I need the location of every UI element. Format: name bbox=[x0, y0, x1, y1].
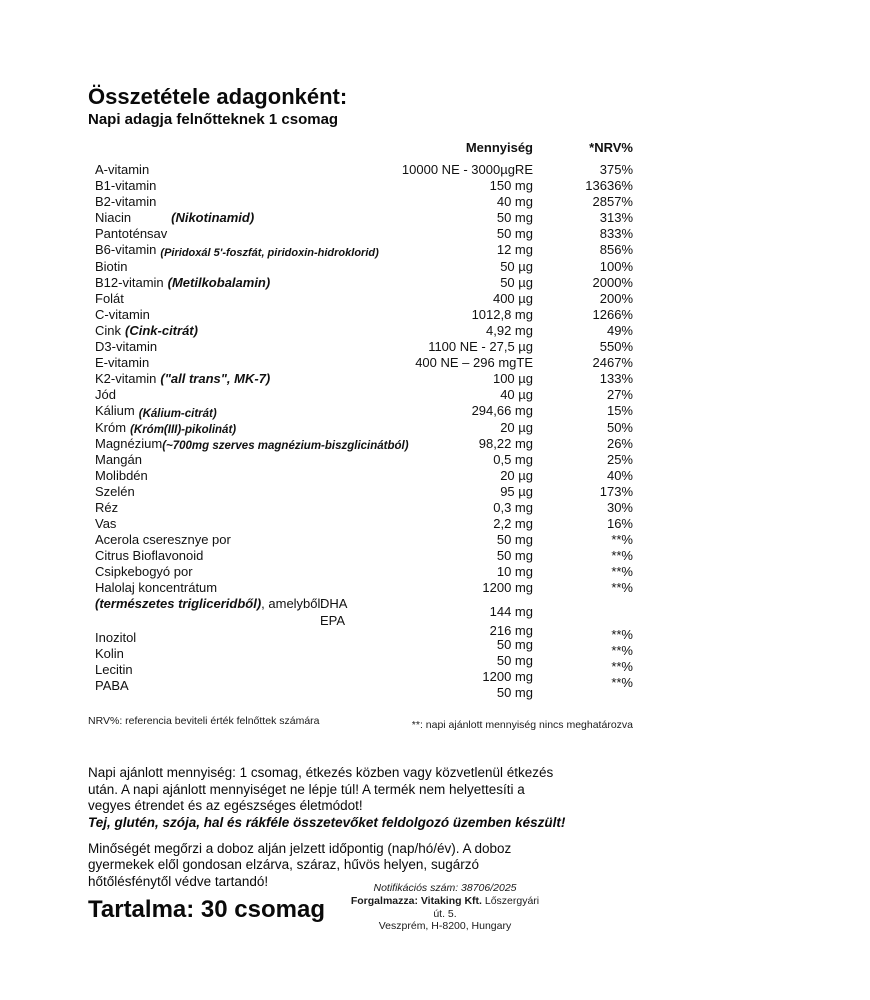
amount-value: 50 mg bbox=[496, 210, 533, 226]
ingredient-detail: ("all trans", MK-7) bbox=[160, 371, 271, 387]
ingredient-name: K2-vitamin bbox=[95, 371, 157, 387]
ingredient-cell bbox=[88, 548, 383, 564]
nrv-value: 27% bbox=[606, 387, 633, 403]
nrv-value: 375% bbox=[599, 162, 633, 177]
ingredient-cell bbox=[88, 435, 409, 452]
ingredient-name: Jód bbox=[95, 387, 116, 403]
nrv-value: **% bbox=[611, 580, 633, 596]
ingredient-cell bbox=[88, 210, 383, 226]
ingredient-cell bbox=[88, 580, 383, 596]
ingredient-name: Króm bbox=[95, 419, 127, 435]
ingredient-name: B6-vitamin bbox=[95, 242, 157, 258]
column-header-amount: Mennyiség bbox=[465, 140, 533, 155]
table-row bbox=[88, 226, 633, 242]
amount-value: 50 mg bbox=[496, 685, 533, 701]
ingredient-cell bbox=[88, 532, 383, 548]
table-row bbox=[88, 291, 633, 307]
bottom-section bbox=[88, 882, 633, 952]
table-row bbox=[88, 275, 633, 291]
amount-value: 1200 mg bbox=[482, 668, 533, 684]
nrv-value: 15% bbox=[606, 403, 633, 419]
ingredient-name: Magnézium bbox=[95, 435, 163, 451]
nrv-value: 313% bbox=[599, 210, 633, 226]
ingredient-cell bbox=[88, 307, 383, 323]
page-title: Összetétele adagonként: bbox=[88, 84, 348, 109]
ingredient-name: Kálium bbox=[95, 403, 135, 419]
ingredient-cell bbox=[88, 242, 383, 258]
ingredient-name: Cink bbox=[95, 322, 122, 338]
ingredient-cell bbox=[88, 452, 383, 468]
amount-value: 50 mg bbox=[496, 226, 533, 242]
ingredient-detail: (Nikotinamid) bbox=[171, 210, 255, 226]
table-row bbox=[88, 355, 633, 371]
ingredient-cell bbox=[88, 275, 383, 291]
fish-oil-source bbox=[95, 597, 324, 610]
amount-value: 100 µg bbox=[492, 371, 533, 387]
ingredient-name: B1-vitamin bbox=[95, 178, 157, 194]
ingredient-cell bbox=[88, 564, 383, 580]
table-row bbox=[88, 242, 633, 258]
ingredient-name: Csipkebogyó por bbox=[95, 564, 193, 580]
ingredient-name: Pantoténsav bbox=[95, 226, 168, 242]
table-row bbox=[88, 580, 633, 596]
allergen-warning: Tej, glutén, szója, hal és rákféle összetevőket feldolgozó üzemben készült! bbox=[88, 815, 566, 831]
ingredient-cell bbox=[88, 226, 383, 242]
nrv-value: 550% bbox=[599, 339, 633, 355]
table-header-row bbox=[88, 141, 633, 155]
ingredient-name: Inozitol bbox=[95, 629, 137, 645]
table-row bbox=[88, 162, 633, 178]
fish-oil-source-rest: , amelyből: bbox=[261, 595, 325, 611]
amount-value: 50 mg bbox=[496, 532, 533, 548]
table-row bbox=[88, 516, 633, 532]
ingredient-name: Folát bbox=[95, 290, 124, 306]
nrv-value: 173% bbox=[599, 483, 633, 499]
table-row bbox=[88, 178, 633, 194]
amount-value: 95 µg bbox=[500, 483, 533, 499]
nrv-value: **% bbox=[611, 564, 633, 580]
ingredient-cell bbox=[88, 259, 383, 275]
ingredient-detail: (Cink-citrát) bbox=[125, 322, 198, 338]
ingredient-cell bbox=[88, 387, 383, 403]
amount-value: 4,92 mg bbox=[486, 322, 533, 338]
nrv-value: 49% bbox=[606, 322, 633, 338]
contents-label: Tartalma: 30 csomag bbox=[88, 896, 325, 924]
ingredient-name: C-vitamin bbox=[95, 306, 150, 322]
nrv-value: **% bbox=[611, 626, 633, 642]
ingredient-name: B2-vitamin bbox=[95, 194, 157, 210]
amount-value: 2,2 mg bbox=[493, 516, 533, 532]
amount-value: 50 µg bbox=[500, 258, 533, 274]
ingredient-cell bbox=[88, 291, 383, 307]
usage-line: Napi ajánlott mennyiség: 1 csomag, étkezés közben vagy közvetlenül étkezés bbox=[88, 765, 554, 781]
table-row bbox=[88, 452, 633, 468]
ingredient-cell bbox=[88, 403, 383, 419]
storage-line: gyermekek elől gondosan elzárva, száraz, hűvös helyen, sugárzó bbox=[88, 857, 479, 873]
amount-value: 1100 NE - 27,5 µg bbox=[428, 339, 533, 355]
amount-value: 400 NE – 296 mgTE bbox=[415, 355, 533, 371]
nrv-value: **% bbox=[611, 642, 633, 658]
ingredient-name: Lecitin bbox=[95, 661, 133, 677]
nrv-value: 26% bbox=[606, 435, 633, 451]
nrv-value: 16% bbox=[606, 516, 633, 532]
amount-value: 10 mg bbox=[496, 564, 533, 580]
amount-value-dha: 144 mg bbox=[489, 603, 533, 619]
nrv-value: 25% bbox=[606, 451, 633, 467]
amount-value-epa: 216 mg bbox=[489, 622, 533, 638]
column-header-ingredient bbox=[88, 141, 383, 155]
usage-paragraph bbox=[88, 765, 633, 831]
ingredient-cell bbox=[88, 194, 383, 210]
nrv-value: 30% bbox=[606, 499, 633, 515]
nrv-value: 200% bbox=[599, 290, 633, 306]
footnote-no-rda: **: napi ajánlott mennyiség nincs meghatározva bbox=[411, 719, 633, 732]
nrv-value: **% bbox=[611, 658, 633, 674]
ingredient-cell bbox=[88, 516, 383, 532]
amount-value: 20 µg bbox=[500, 467, 533, 483]
ingredient-detail: (Kálium-citrát) bbox=[138, 408, 217, 421]
ingredient-cell bbox=[88, 323, 383, 339]
nrv-value: 133% bbox=[599, 371, 633, 387]
table-row bbox=[88, 420, 633, 436]
ingredient-name: Molibdén bbox=[95, 467, 148, 483]
table-row bbox=[88, 548, 633, 564]
nutrition-rows bbox=[88, 162, 633, 597]
page-subtitle: Napi adagja felnőtteknek 1 csomag bbox=[88, 111, 339, 128]
distributor-line bbox=[350, 895, 540, 920]
amount-value: 50 mg bbox=[496, 548, 533, 564]
table-row bbox=[88, 259, 633, 275]
ingredient-cell bbox=[88, 371, 383, 387]
ingredient-name: Réz bbox=[95, 499, 119, 515]
amount-value: 0,5 mg bbox=[493, 451, 533, 467]
nrv-value: 100% bbox=[599, 258, 633, 274]
ingredient-cell bbox=[88, 500, 383, 516]
nrv-value: 50% bbox=[606, 419, 633, 435]
table-row bbox=[88, 339, 633, 355]
amount-value: 150 mg bbox=[489, 178, 533, 194]
table-row bbox=[88, 500, 633, 516]
table-row bbox=[88, 323, 633, 339]
nrv-value: **% bbox=[611, 675, 633, 691]
ingredient-name: Mangán bbox=[95, 451, 142, 467]
distributor-street: Lőszergyári út. 5. bbox=[433, 895, 540, 920]
distributor-name: Forgalmazza: Vitaking Kft. bbox=[350, 895, 482, 908]
usage-line: után. A napi ajánlott mennyiséget ne lépje túl! A termék nem helyettesíti a bbox=[88, 781, 525, 797]
amount-value: 50 mg bbox=[496, 636, 533, 652]
ingredient-detail: (Metilkobalamin) bbox=[167, 274, 271, 290]
ingredient-cell bbox=[88, 468, 383, 484]
amount-value: 1200 mg bbox=[482, 580, 533, 596]
ingredient-detail: (~700mg szerves magnézium-biszglicinátból) bbox=[162, 439, 409, 452]
nrv-value: 13636% bbox=[585, 178, 633, 194]
ingredient-detail: (Króm(III)-pikolinát) bbox=[130, 423, 237, 436]
nrv-value: 40% bbox=[606, 467, 633, 483]
table-row bbox=[88, 210, 633, 226]
ingredient-detail: (Piridoxál 5'-foszfát, piridoxin-hidroklorid) bbox=[160, 247, 379, 260]
table-row bbox=[88, 403, 633, 419]
table-row bbox=[88, 532, 633, 548]
ingredient-name-epa: EPA bbox=[320, 612, 346, 628]
amount-value: 40 mg bbox=[496, 194, 533, 210]
ingredient-name: PABA bbox=[95, 678, 129, 694]
ingredient-name: Kolin bbox=[95, 645, 124, 661]
nrv-value: **% bbox=[611, 532, 633, 548]
amount-value: 0,3 mg bbox=[493, 499, 533, 515]
nutrition-table bbox=[88, 140, 633, 701]
ingredient-name: E-vitamin bbox=[95, 355, 150, 371]
storage-line: hőtőlésfénytől védve tartandó! bbox=[88, 873, 269, 889]
ingredient-name: Acerola cseresznye por bbox=[95, 532, 231, 548]
ingredient-cell bbox=[88, 339, 383, 355]
ingredient-cell bbox=[88, 484, 383, 500]
nrv-value: 856% bbox=[599, 242, 633, 258]
storage-line: Minőségét megőrzi a doboz alján jelzett időpontig (nap/hó/év). A doboz bbox=[88, 840, 512, 856]
label-content bbox=[88, 84, 633, 952]
nrv-value: 2467% bbox=[592, 355, 633, 371]
distributor-city: Veszprém, H-8200, Hungary bbox=[378, 920, 512, 933]
table-row bbox=[88, 387, 633, 403]
ingredient-name: Biotin bbox=[95, 258, 128, 274]
ingredient-name: D3-vitamin bbox=[95, 339, 158, 355]
amount-value: 50 mg bbox=[496, 652, 533, 668]
nrv-value: 2857% bbox=[592, 194, 633, 210]
table-row bbox=[88, 371, 633, 387]
ingredient-cell bbox=[88, 178, 383, 194]
nrv-value: 1266% bbox=[592, 306, 633, 322]
nrv-value: 2000% bbox=[592, 274, 633, 290]
amount-value: 40 µg bbox=[500, 387, 533, 403]
table-row bbox=[88, 468, 633, 484]
ingredient-name: Citrus Bioflavonoid bbox=[95, 548, 204, 564]
ingredient-name: Vas bbox=[95, 516, 117, 532]
footnotes bbox=[88, 715, 633, 731]
table-row bbox=[88, 194, 633, 210]
amount-value: 12 mg bbox=[496, 242, 533, 258]
amount-value: 20 µg bbox=[500, 419, 533, 435]
amount-value: 400 µg bbox=[492, 290, 533, 306]
ingredient-name: B12-vitamin bbox=[95, 274, 164, 290]
nrv-value: **% bbox=[611, 548, 633, 564]
table-row bbox=[88, 564, 633, 580]
ingredient-cell bbox=[88, 355, 383, 371]
ingredient-cell bbox=[88, 420, 383, 436]
ingredient-name: Halolaj koncentrátum bbox=[95, 580, 218, 596]
amount-value: 10000 NE - 3000µgRE bbox=[401, 162, 533, 177]
ingredient-cell bbox=[88, 162, 383, 178]
ingredient-name: A-vitamin bbox=[95, 162, 150, 177]
table-row bbox=[88, 484, 633, 500]
table-row bbox=[88, 307, 633, 323]
ingredient-name: Szelén bbox=[95, 483, 135, 499]
amount-value: 50 µg bbox=[500, 274, 533, 290]
table-row bbox=[88, 436, 633, 452]
usage-line: vegyes étrendet és az egészséges életmódot! bbox=[88, 798, 363, 814]
ingredient-name-dha: DHA bbox=[320, 595, 348, 611]
column-header-nrv: *NRV% bbox=[589, 140, 633, 155]
amount-value: 294,66 mg bbox=[471, 403, 533, 419]
footnote-nrv: NRV%: referencia beviteli érték felnőttek számára bbox=[88, 715, 320, 728]
amount-value: 98,22 mg bbox=[478, 435, 533, 451]
distributor-info bbox=[350, 882, 540, 932]
notification-number: Notifikációs szám: 38706/2025 bbox=[373, 882, 517, 895]
ingredient-name: Niacin bbox=[95, 210, 132, 226]
amount-value: 1012,8 mg bbox=[471, 306, 533, 322]
fish-oil-source-paren: (természetes trigliceridből) bbox=[95, 595, 262, 611]
nrv-value: 833% bbox=[599, 226, 633, 242]
